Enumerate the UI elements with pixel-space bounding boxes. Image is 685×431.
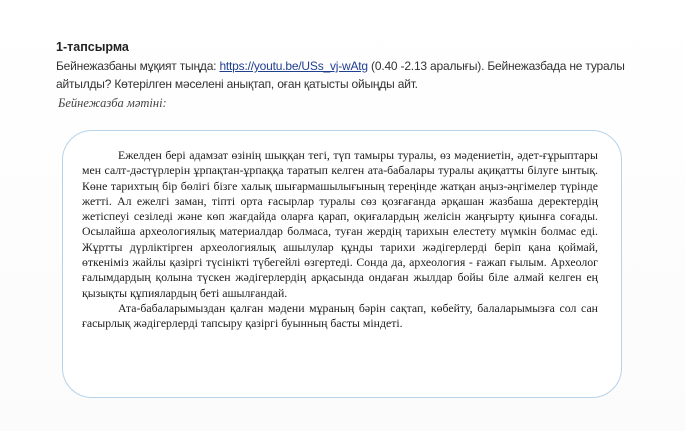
video-link[interactable]: https://youtu.be/USs_vj-wAtg bbox=[219, 59, 368, 73]
instruction-text-start: Бейнежазбаны мұқият тыңда: bbox=[56, 59, 220, 73]
task-instruction bbox=[56, 57, 656, 93]
instruction-text-end: (0.40 -2.13 аралығы). Бейнежазбада не туралы айтылды? Көтерілген мәселені анықтап, оған қатысты ойыңды айт. bbox=[56, 59, 625, 91]
transcript-caption: Бейнежазба мәтіні: bbox=[58, 96, 167, 110]
task-heading: 1-тапсырма bbox=[56, 40, 129, 54]
transcript-text bbox=[82, 148, 598, 332]
transcript-paragraph-1: Ежелден бері адамзат өзінің шыққан тегі, түп тамыры туралы, өз мәдениетін, әдет-ғұрыптары мен салт-дәстүрлерін ұрпақтан-ұрпаққа таратып келген ата-бабалары туралы ақиқатты білуге ынтық. Көне тарихтың бір бөлігі бізге халық шығармашылығының тереңінде жатқан аңыз-әңгімелер түрінде жетті. Ал ежелгі заман, тіпті орта ғасырлар туралы сөз қозғағанда әрқашан жазбаша деректердің жетіспеуі сезіледі және көп жағдайда оларға қарап, оқиғалардың желісін жаңғырту қиынға соғады. Осылайша археологиялық материалдар болмаса, туған жердің тарихын елестету мүмкін болмас еді. Жұртты дүрліктірген археологиялық ашылулар құнды тарихи жәдігерлерді беріп қана қоймай, өткеніміз жайлы қазіргі түсінікті түбегейлі өзгертеді. Сонда да, археология - ғажап ғылым. Археолог ғалымдардың қолына түскен жәдігерлердің арқасында ондаған жылдар бойы біле алмай келген ең қызықты құпиялардың беті ашылғандай. bbox=[82, 148, 598, 300]
transcript-paragraph-2: Ата-бабаларымыздан қалған мәдени мұраның бәрін сақтап, көбейту, балаларымызға сол сан ғасырлық жәдігерлерді тапсыру қазіргі буынның басты міндеті. bbox=[82, 300, 598, 331]
